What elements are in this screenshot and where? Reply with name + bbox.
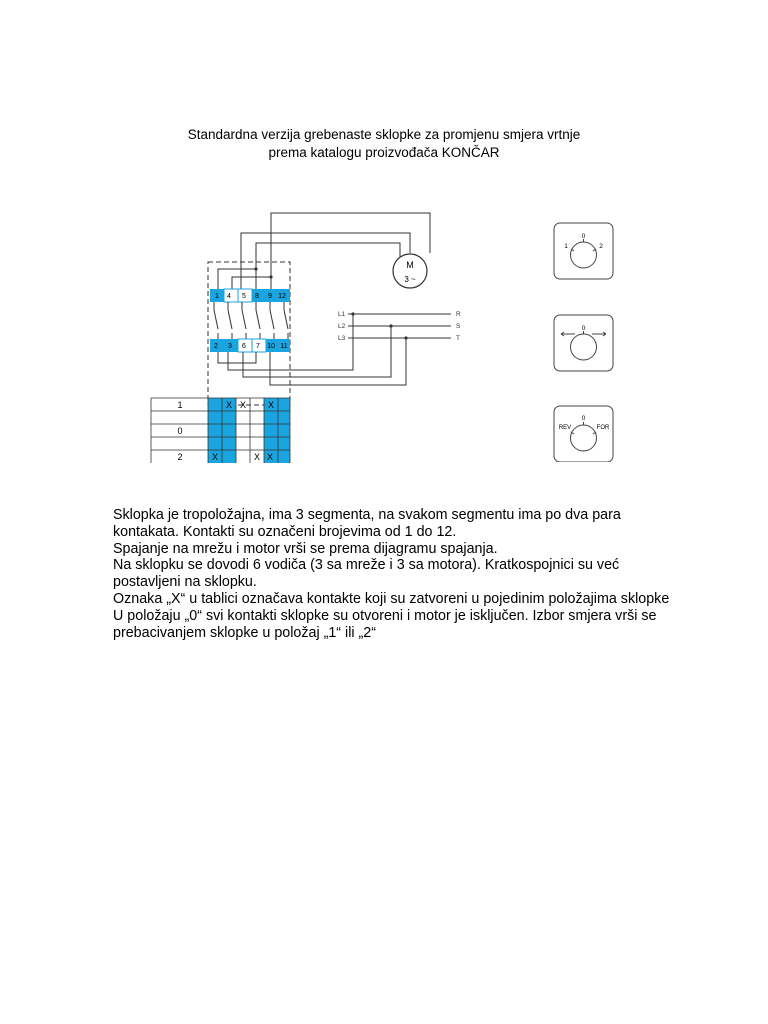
knob3-left: REV bbox=[558, 425, 572, 431]
knob3-right: FOR bbox=[596, 425, 610, 431]
switching-table bbox=[151, 398, 290, 463]
knob-arrows bbox=[554, 315, 613, 371]
output-label-s: S bbox=[456, 323, 461, 330]
terminal-4: 4 bbox=[227, 293, 231, 300]
table-position-1: 1 bbox=[177, 400, 183, 410]
terminal-6: 6 bbox=[242, 343, 246, 350]
terminal-12: 12 bbox=[278, 293, 286, 300]
line-label-l2: L2 bbox=[338, 323, 346, 330]
output-label-t: T bbox=[456, 335, 460, 342]
line-label-l3: L3 bbox=[338, 335, 346, 342]
title-line-2: prema katalogu proizvođača KONČAR bbox=[268, 145, 500, 160]
terminal-3: 3 bbox=[228, 343, 232, 350]
motor-phase-label: 3 ~ bbox=[404, 275, 416, 284]
knob1-top: 0 bbox=[581, 233, 586, 240]
line-label-l1: L1 bbox=[338, 311, 346, 318]
switch-contacts bbox=[214, 302, 288, 339]
paragraph-4: Oznaka „X“ u tablici označava kontakte koji su zatvoreni u pojedinim položajima sklopke bbox=[113, 590, 670, 607]
terminal-11: 11 bbox=[280, 343, 288, 350]
switch-knob-illustrations bbox=[553, 222, 615, 462]
table-position-0: 0 bbox=[177, 426, 183, 436]
junction-dots bbox=[254, 267, 407, 339]
motor-label: M bbox=[406, 260, 414, 270]
knob1-right: 2 bbox=[599, 243, 603, 250]
knob1-left: 1 bbox=[564, 243, 568, 250]
switch-enclosure bbox=[208, 262, 290, 405]
knob3-top: 0 bbox=[581, 415, 586, 422]
terminal-10: 10 bbox=[267, 343, 275, 350]
terminal-5: 5 bbox=[242, 293, 246, 300]
paragraph-1: Sklopka je tropoložajna, ima 3 segmenta, na svakom segmentu ima po dva para kontakata. Kontakti su označeni brojevima od 1 do 12. bbox=[113, 507, 621, 540]
wiring-diagram bbox=[148, 205, 478, 463]
output-label-r: R bbox=[456, 311, 461, 318]
table-mark-r5-c4: X bbox=[266, 452, 274, 462]
knob2-top: 0 bbox=[581, 325, 586, 332]
document-title bbox=[0, 126, 768, 162]
paragraph-3: Na sklopku se dovodi 6 vodiča (3 sa mreže i 3 sa motora). Kratkospojnici su već postavljeni na sklopku. bbox=[113, 557, 620, 591]
paragraph-5: U položaju „0“ svi kontakti sklopke su otvoreni i motor je isključen. Izbor smjera vrši se prebacivanjem sklopke u položaj „1“ ili „2“ bbox=[113, 607, 657, 641]
table-mark-r1-c3: X bbox=[239, 400, 247, 410]
table-position-2: 2 bbox=[177, 452, 183, 462]
table-mark-r1-c5: X bbox=[267, 400, 275, 410]
knobs-svg bbox=[553, 222, 615, 462]
table-mark-r5-c3: X bbox=[253, 452, 261, 462]
terminal-8: 8 bbox=[255, 293, 259, 300]
terminal-7: 7 bbox=[256, 343, 260, 350]
table-mark-r1-c2: X bbox=[225, 400, 233, 410]
table-mark-r5-c1: X bbox=[211, 452, 219, 462]
title-line-1: Standardna verzija grebenaste sklopke za promjenu smjera vrtnje bbox=[187, 127, 581, 142]
top-terminal-strip bbox=[210, 289, 290, 302]
description-text bbox=[113, 507, 673, 641]
knob-numbered bbox=[554, 223, 613, 279]
terminal-1: 1 bbox=[215, 293, 219, 300]
terminal-9: 9 bbox=[268, 293, 272, 300]
terminal-2: 2 bbox=[214, 343, 218, 350]
bottom-terminal-strip bbox=[210, 339, 290, 352]
paragraph-2: Spajanje na mrežu i motor vrši se prema dijagramu spajanja. bbox=[113, 540, 498, 557]
wiring-diagram-svg bbox=[148, 205, 478, 463]
knob-labeled bbox=[554, 406, 613, 462]
